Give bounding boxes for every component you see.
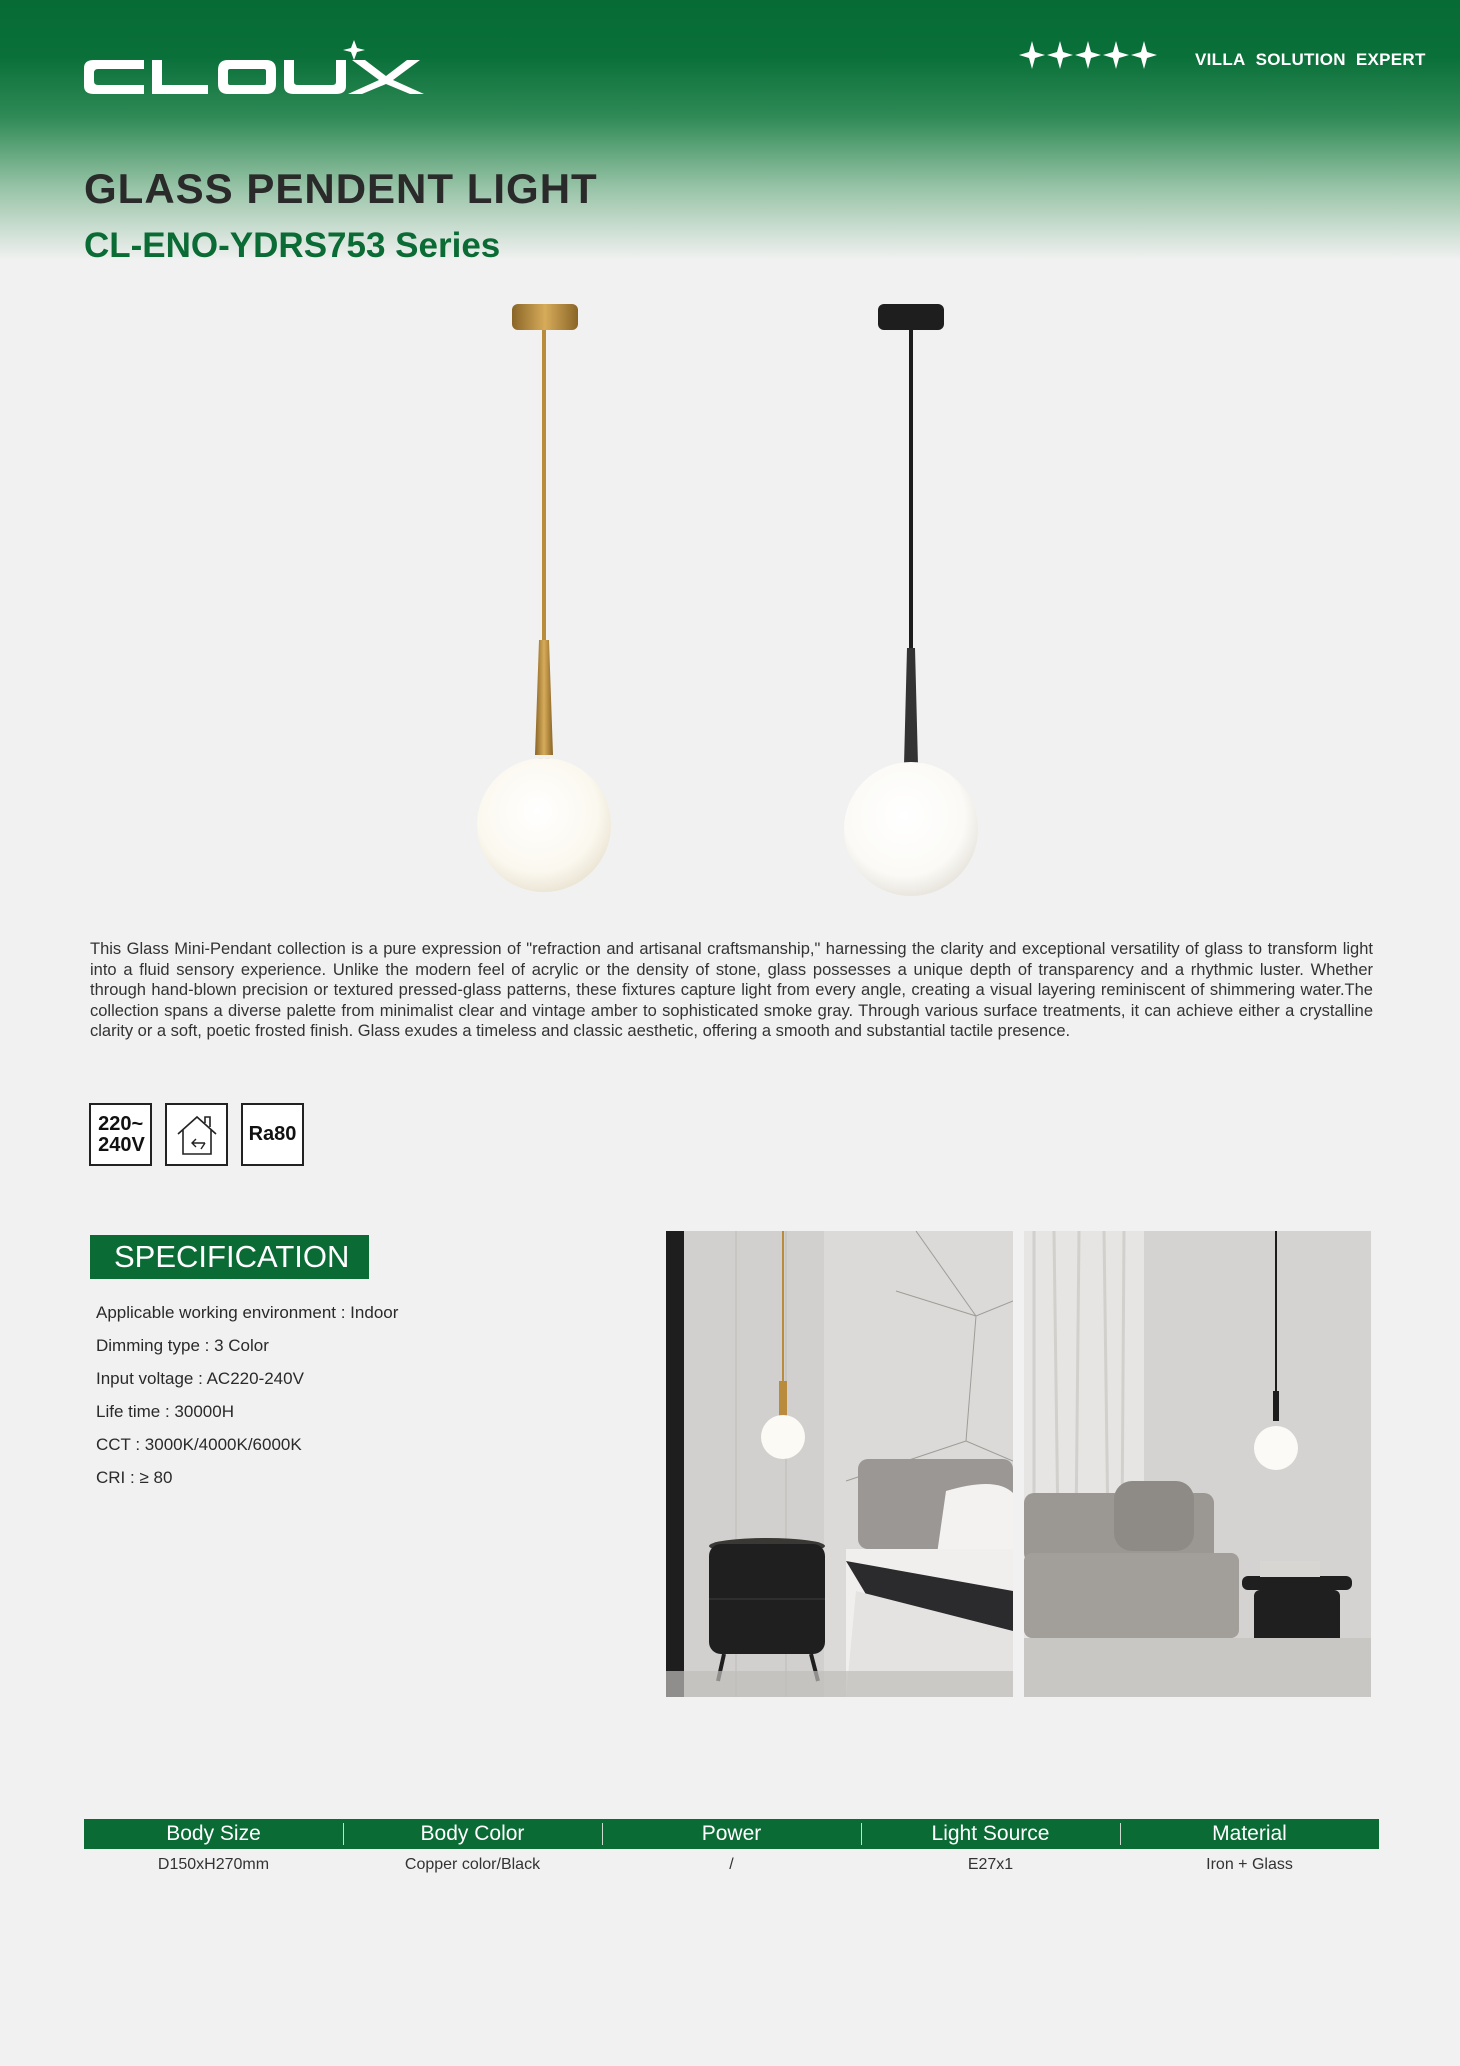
table-cell: Copper color/Black xyxy=(404,1856,541,1873)
spec-item: CRI : ≥ 80 xyxy=(96,1468,173,1487)
product-description: This Glass Mini-Pendant collection is a pure expression of "refraction and artisanal craftsmanship," harnessing the clarity and exceptional versatility of glass to transform light into a fluid sensory experience. Unlike the modern feel of acrylic or the density of stone, glass possesses a unique depth of transparency and a rhythmic luster. Whether through hand-blown precision or textured pressed-glass patterns, these fixtures capture light from every angle, creating a visual layering reminiscent of shimmering water.The collection spans a diverse palette from minimalist clear and vintage amber to sophisticated smoke gray. Through various surface treatments, it can achieve either a crystalline clarity or a soft, poetic frosted finish. Glass exudes a timeless and classic aesthetic, offering a smooth and substantial tactile presence. xyxy=(90,940,1373,1041)
table-header xyxy=(84,1819,1379,1849)
table-header-cell: Material xyxy=(1120,1819,1379,1849)
specification-list xyxy=(96,1302,398,1500)
brass-pendant-image xyxy=(470,300,620,900)
table-header-cell: Light Source xyxy=(861,1819,1120,1849)
table-cell: Iron + Glass xyxy=(1206,1856,1293,1873)
tagline-word: EXPERT xyxy=(1355,50,1426,69)
table-header-cell: Body Size xyxy=(166,1822,261,1845)
spec-item: Applicable working environment : Indoor xyxy=(96,1303,399,1322)
page-title: GLASS PENDENT LIGHT xyxy=(84,165,598,212)
table-cell: D150xH270mm xyxy=(157,1856,270,1873)
spec-item: Dimming type : 3 Color xyxy=(96,1336,269,1355)
spec-item: Input voltage : AC220-240V xyxy=(96,1369,304,1388)
living-room-scene-image xyxy=(1024,1231,1371,1697)
voltage-line: 220~ xyxy=(98,1112,144,1135)
table-header-cell: Power xyxy=(602,1819,861,1849)
table-row xyxy=(84,1849,1379,1881)
spec-item: Life time : 30000H xyxy=(96,1402,234,1421)
tagline-word: VILLA xyxy=(1195,50,1246,69)
header-band xyxy=(0,0,1460,260)
table-cell: E27x1 xyxy=(967,1856,1014,1873)
black-pendant-image xyxy=(838,300,988,900)
table-header-cell: Body Color xyxy=(343,1819,602,1849)
specification-heading: SPECIFICATION xyxy=(90,1235,369,1279)
feature-badges xyxy=(89,1103,304,1166)
cloux-logo xyxy=(84,40,436,102)
tagline-word: SOLUTION xyxy=(1255,50,1346,69)
bedroom-scene-image xyxy=(666,1231,1013,1697)
five-star-rating-icon xyxy=(1018,40,1158,76)
table-cell: / xyxy=(729,1856,734,1873)
indoor-house-icon xyxy=(165,1103,228,1166)
product-table xyxy=(84,1819,1379,1881)
spec-item: CCT : 3000K/4000K/6000K xyxy=(96,1435,302,1454)
cri-badge: Ra80 xyxy=(241,1103,304,1166)
brand-tagline xyxy=(1195,50,1436,70)
series-subtitle: CL-ENO-YDRS753 Series xyxy=(84,226,501,265)
voltage-badge xyxy=(89,1103,152,1166)
voltage-line: 240V xyxy=(98,1133,145,1156)
